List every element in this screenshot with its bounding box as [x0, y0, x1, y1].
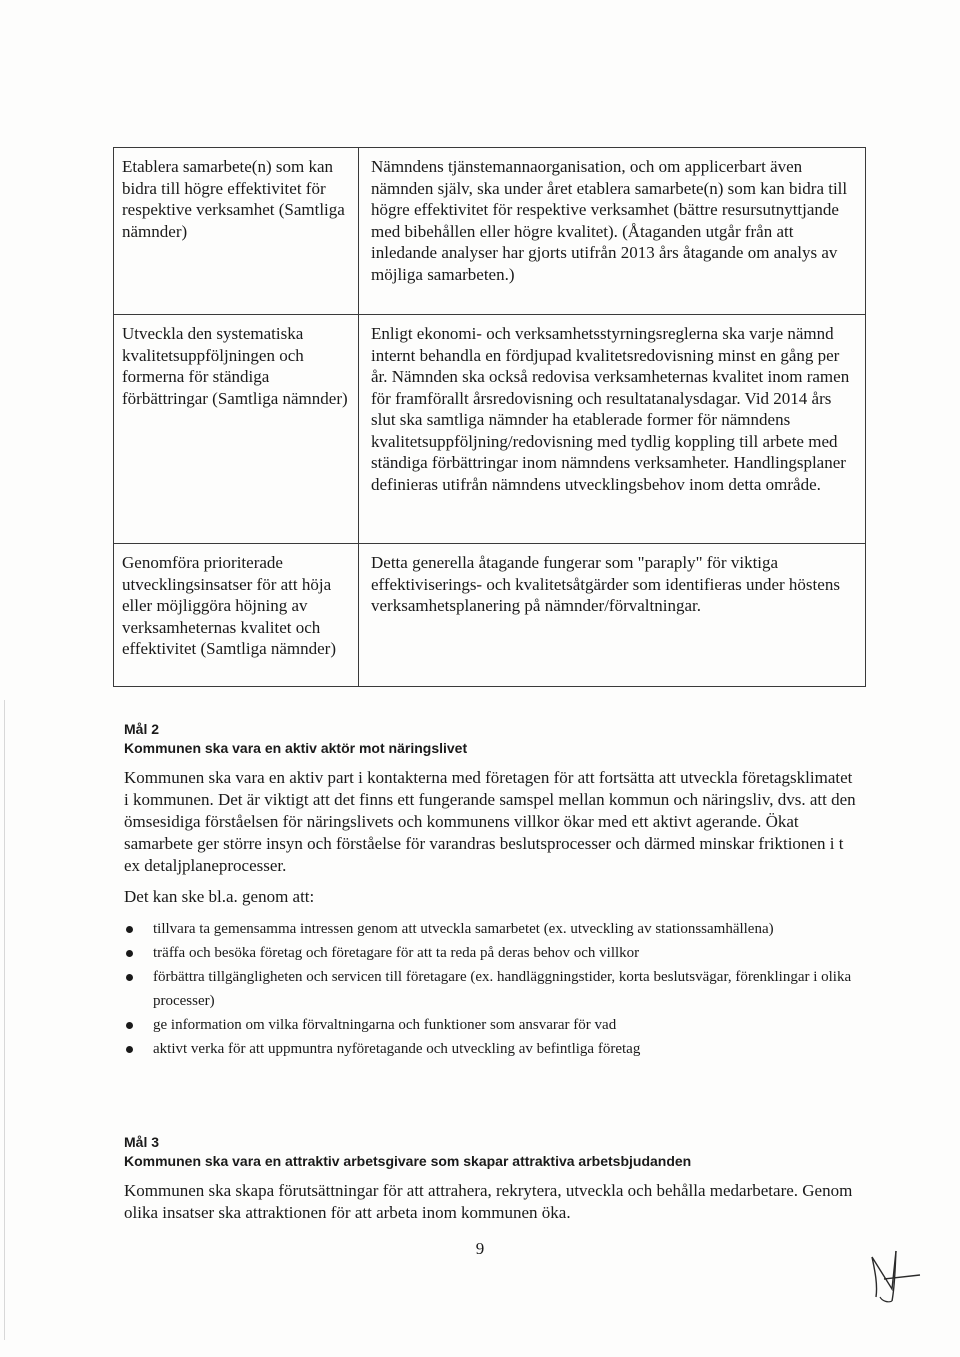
goal-2-title: Kommunen ska vara en aktiv aktör mot näringslivet: [124, 740, 468, 756]
list-item: tillvara ta gemensamma intressen genom att utveckla samarbetet (ex. utveckling av stationssamhällena): [124, 917, 859, 941]
list-item: ge information om vilka förvaltningarna och funktioner som ansvarar för vad: [124, 1013, 859, 1037]
bullet-icon: [126, 950, 133, 957]
table-cell-description: Detta generella åtagande fungerar som "paraply" för viktiga effektiviserings- och kvalitetsåtgärder som identifieras under höstens verksamhetsplanering på nämnder/förvaltningar.: [359, 544, 866, 687]
bullet-icon: [126, 974, 133, 981]
table-cell-description: Nämndens tjänstemannaorganisation, och om applicerbart även nämnden själv, ska under året etablera samarbete(n) som kan bidra till högre effektivitet för respektive verksamhet (bättre resursutnyttjande med bibehållen eller högre kvalitet). (Åtaganden utgår från att inledande analyser har gjorts utifrån 2013 års åtagande om analys av möjliga samarbeten.): [359, 148, 866, 315]
goal-3-title: Kommunen ska vara en attraktiv arbetsgivare som skapar attraktiva arbetsbjudanden: [124, 1153, 692, 1169]
page-number: 9: [475, 1239, 485, 1258]
table-cell-description: Enligt ekonomi- och verksamhetsstyrningsreglerna ska varje nämnd internt behandla en fördjupad kvalitetsredovisning minst en gång per år. Nämnden ska också redovisa verksamheternas kvalitet inom ramen för framförallt årsredovisning och resultatanalysdagar. Vid 2014 års slut ska samtliga nämnder ha etablerade former för nämndens kvalitetsuppföljning/redovisning med tydlig koppling till arbete med ständiga förbättringar inom nämndens verksamheter. Handlingsplaner definieras utifrån nämndens utvecklingsbehov inom detta område.: [359, 315, 866, 544]
goal-3-label: Mål 3: [124, 1134, 160, 1150]
bullet-icon: [126, 1046, 133, 1053]
list-item: träffa och besöka företag och företagare för att ta reda på deras behov och villkor: [124, 941, 859, 965]
goals-table: [113, 147, 866, 687]
table-row: [114, 148, 866, 315]
scan-margin-line: [4, 700, 5, 1340]
signature-icon: [862, 1245, 924, 1307]
goal-2-label: Mål 2: [124, 721, 160, 737]
table-row: [114, 315, 866, 544]
goal-2-bullet-list: [124, 917, 859, 1061]
table-row: [114, 544, 866, 687]
table-cell-goal: Genomföra prioriterade utvecklingsinsatser för att höja eller möjliggöra höjning av verksamheternas kvalitet och effektivitet (Samtliga nämnder): [114, 544, 359, 687]
goal-2-paragraph: Kommunen ska vara en aktiv part i kontakterna med företagen för att fortsätta att utveckla företagsklimatet i kommunen. Det är viktigt att det finns ett fungerande samspel mellan kommun och näringsliv, dvs. att den ömsesidiga förståelsen för näringslivets och kommunens villkor ökar med ett aktivt agerande. Ökat samarbete ger större insyn och förståelse för varandras beslutsprocesser och därmed minskar friktionen i t ex detaljplaneprocesser.: [124, 768, 856, 875]
bullet-icon: [126, 1022, 133, 1029]
bullet-icon: [126, 926, 133, 933]
table-cell-goal: Etablera samarbete(n) som kan bidra till högre effektivitet för respektive verksamhet (Samtliga nämnder): [114, 148, 359, 315]
list-item: förbättra tillgängligheten och servicen till företagare (ex. handläggningstider, korta beslutsvägar, förenklingar i olika processer): [124, 965, 859, 1013]
list-item: aktivt verka för att uppmuntra nyföretagande och utveckling av befintliga företag: [124, 1037, 859, 1061]
table-cell-goal: Utveckla den systematiska kvalitetsuppföljningen och formerna för ständiga förbättringar (Samtliga nämnder): [114, 315, 359, 544]
goal-3-paragraph: Kommunen ska skapa förutsättningar för att attrahera, rekrytera, utveckla och behålla medarbetare. Genom olika insatser ska attraktionen för att arbeta inom kommunen öka.: [124, 1181, 853, 1222]
goal-2-intro: Det kan ske bl.a. genom att:: [124, 887, 315, 906]
